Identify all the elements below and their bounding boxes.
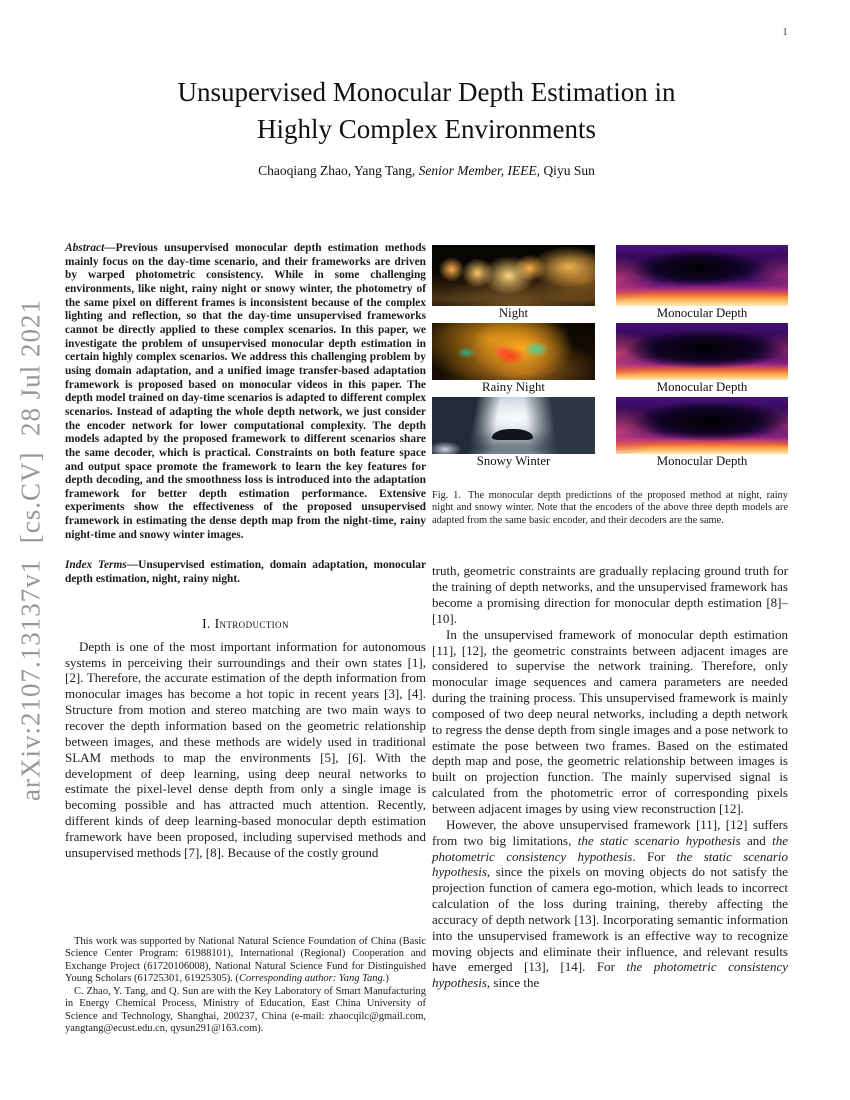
section-heading-introduction: I. Introduction <box>202 615 289 631</box>
snowy-winter-depth-label: Monocular Depth <box>656 454 748 468</box>
index-terms-label: Index Terms <box>65 559 127 572</box>
right-paragraph-2: In the unsupervised framework of monocular depth estimation [11], [12], the geometric constraints between adjacent images are considered to supervise the network training. Therefore, only monocular image sequences and camera parameters are needed during the training process. This unsupervised framework is mainly composed of two deep neural networks, including a depth network to regress the dense depth from single images and a pose network to estimate the pose between two frames. Based on the estimated depth map and pose, the geometric relationship between images is built on projection function. The mainly supervised signal is calculated from the photometric error of corresponding pixels between adjacent images by using view reconstruction [12]. <box>432 626 788 817</box>
night-depth-map <box>616 245 788 306</box>
funding-text-close: ) <box>385 973 389 985</box>
right-column-text <box>432 563 788 991</box>
p3-photometric-hypothesis-2: the photometric consistency hypothesis <box>432 959 788 991</box>
authors-last: Qiyu Sun <box>540 163 595 178</box>
author-footnote <box>65 936 426 1036</box>
figure-caption-number: Fig. 1. <box>432 490 461 501</box>
rainy-night-photo <box>432 323 595 380</box>
figure-caption <box>432 490 788 527</box>
abstract-label: Abstract <box>65 242 105 254</box>
right-paragraph-3 <box>432 817 788 991</box>
p3-seg-4: . For <box>632 848 677 864</box>
night-photo <box>432 245 595 306</box>
right-column <box>432 240 788 991</box>
abstract-text: —Previous unsupervised monocular depth estimation methods mainly focus on the day-time scenario, and their frameworks are driven by warped photometric consistency. While in some challenging environments, like night, rainy night or snowy winter, the photometry of the same pixel on different frames is inconsistent because of the complex lighting and reflection, so that the day-time unsupervised frameworks cannot be directly applied to these complex scenarios. In this paper, we investigate the problem of unsupervised monocular depth estimation in certain highly complex scenarios. We address this challenging problem by using domain adaptation, and a unified image transfer-based adaptation framework is proposed based on monocular videos in this paper. The depth model trained on day-time scenarios is adapted to different complex scenarios. Instead of adapting the whole depth network, we just consider the encoder network for lower computational complexity. The depth models adapted by the proposed framework to different scenarios share the same decoder, which is practical. Constraints on both feature space and output space promote the framework to learn the key features for depth decoding, and the smoothness loss is introduced into the adaptation framework for better depth estimation performance. Extensive experiments show the effectiveness of the proposed unsupervised framework in estimating the dense depth map from the night-time, rainy night-time and snowy winter images. <box>65 242 426 541</box>
p3-seg-8: , since the <box>486 975 540 991</box>
introduction-paragraph-1: Depth is one of the most important information for autonomous systems in perceiving their surroundings and their own states [1], [2]. Therefore, the accurate estimation of the depth information from monocular images has become a hot topic in recent years [3], [4]. Structure from motion and stereo matching are two main ways to recover the depth information based on the geometric relationship between images, and these methods are widely used in traditional SLAM methods to map the environments [5], [6]. With the development of deep learning, using deep neural networks to estimate the pixel-level dense depth from only a single image is becoming possible and has attracted much attention. Recently, different kinds of deep learning-based monocular depth estimation framework have been proposed, including supervised methods and unsupervised methods [7], [8]. Because of the costly ground <box>65 638 426 860</box>
figure-row-rainy-night <box>432 323 788 396</box>
p3-static-hypothesis-2: the static scenario hypothesis <box>432 848 788 880</box>
snowy-winter-photo-label: Snowy Winter <box>476 454 551 468</box>
figure-caption-text: The monocular depth predictions of the proposed method at night, rainy night and snowy winter. Note that the encoders of the above three depth models are adapted from the same basic encoder, and their decoders are the same. <box>432 490 788 526</box>
index-terms-text: —Unsupervised estimation, domain adaptation, monocular depth estimation, night, rainy night. <box>65 559 426 586</box>
right-paragraph-1: truth, geometric constraints are gradually replacing ground truth for the training of depth networks, and the unsupervised framework has become a promising direction for monocular depth estimation [8]–[10]. <box>432 563 788 626</box>
funding-footnote <box>65 936 426 986</box>
title-line-1: Unsupervised Monocular Depth Estimation in <box>177 77 676 107</box>
p3-seg-0: However, the above unsupervised framework [11], [12] suffers from two big limitations, <box>432 816 788 848</box>
p3-seg-2: and <box>740 832 773 848</box>
author-line <box>65 163 788 179</box>
rainy-night-photo-label: Rainy Night <box>482 380 545 394</box>
paper-title <box>65 74 788 148</box>
figure-1 <box>432 245 788 527</box>
index-terms-paragraph <box>65 559 426 586</box>
snowy-winter-depth-map <box>616 397 788 454</box>
figure-row-night <box>432 245 788 322</box>
title-line-2: Highly Complex Environments <box>257 114 596 144</box>
car-silhouette <box>492 429 533 440</box>
authors-ieee-membership: Senior Member, IEEE, <box>418 163 541 178</box>
page-number: 1 <box>782 26 788 38</box>
affiliation-footnote: C. Zhao, Y. Tang, and Q. Sun are with the Key Laboratory of Smart Manufacturing in Energy Chemical Process, Ministry of Education, East China University of Science and Technology, Shanghai, 200237, China (e-mail: zhaocqilc@gmail.com, yangtang@ecust.edu.cn, qysun291@163.com). <box>65 985 426 1035</box>
night-depth-label: Monocular Depth <box>656 306 748 320</box>
rainy-night-depth-label: Monocular Depth <box>656 380 748 394</box>
funding-text: This work was supported by National Natural Science Foundation of China (Basic Science Center Program: 61988101), International (Regional) Cooperation and Exchange Project (61720106008), National Natural Science Fund for Distinguished Young Scholars (61725301, 61925305). ( <box>65 936 426 985</box>
p3-seg-6: , since the pixels on moving objects do not satisfy the projection function of camera ego-motion, which leads to incorrect calculation of the loss during training, thereby affecting the accuracy of depth network [13]. Incorporating semantic information into the unsupervised framework is an effective way to recognize moving objects and eliminate their influence, and relevant results have emerged [13], [14]. For <box>432 864 788 975</box>
corresponding-author-note: Corresponding author: Yang Tang. <box>238 973 386 985</box>
snowy-winter-photo <box>432 397 595 454</box>
abstract-paragraph <box>65 242 426 542</box>
left-column <box>65 240 426 1052</box>
rainy-night-depth-map <box>616 323 788 380</box>
p3-static-hypothesis: the static scenario hypothesis <box>577 832 741 848</box>
night-photo-label: Night <box>498 306 529 320</box>
arxiv-watermark: arXiv:2107.13137v1 [cs.CV] 28 Jul 2021 <box>15 299 46 801</box>
figure-row-snowy-winter <box>432 397 788 470</box>
authors-names: Chaoqiang Zhao, Yang Tang, <box>258 163 419 178</box>
p3-photometric-hypothesis: the photometric consistency hypothesis <box>432 832 788 864</box>
